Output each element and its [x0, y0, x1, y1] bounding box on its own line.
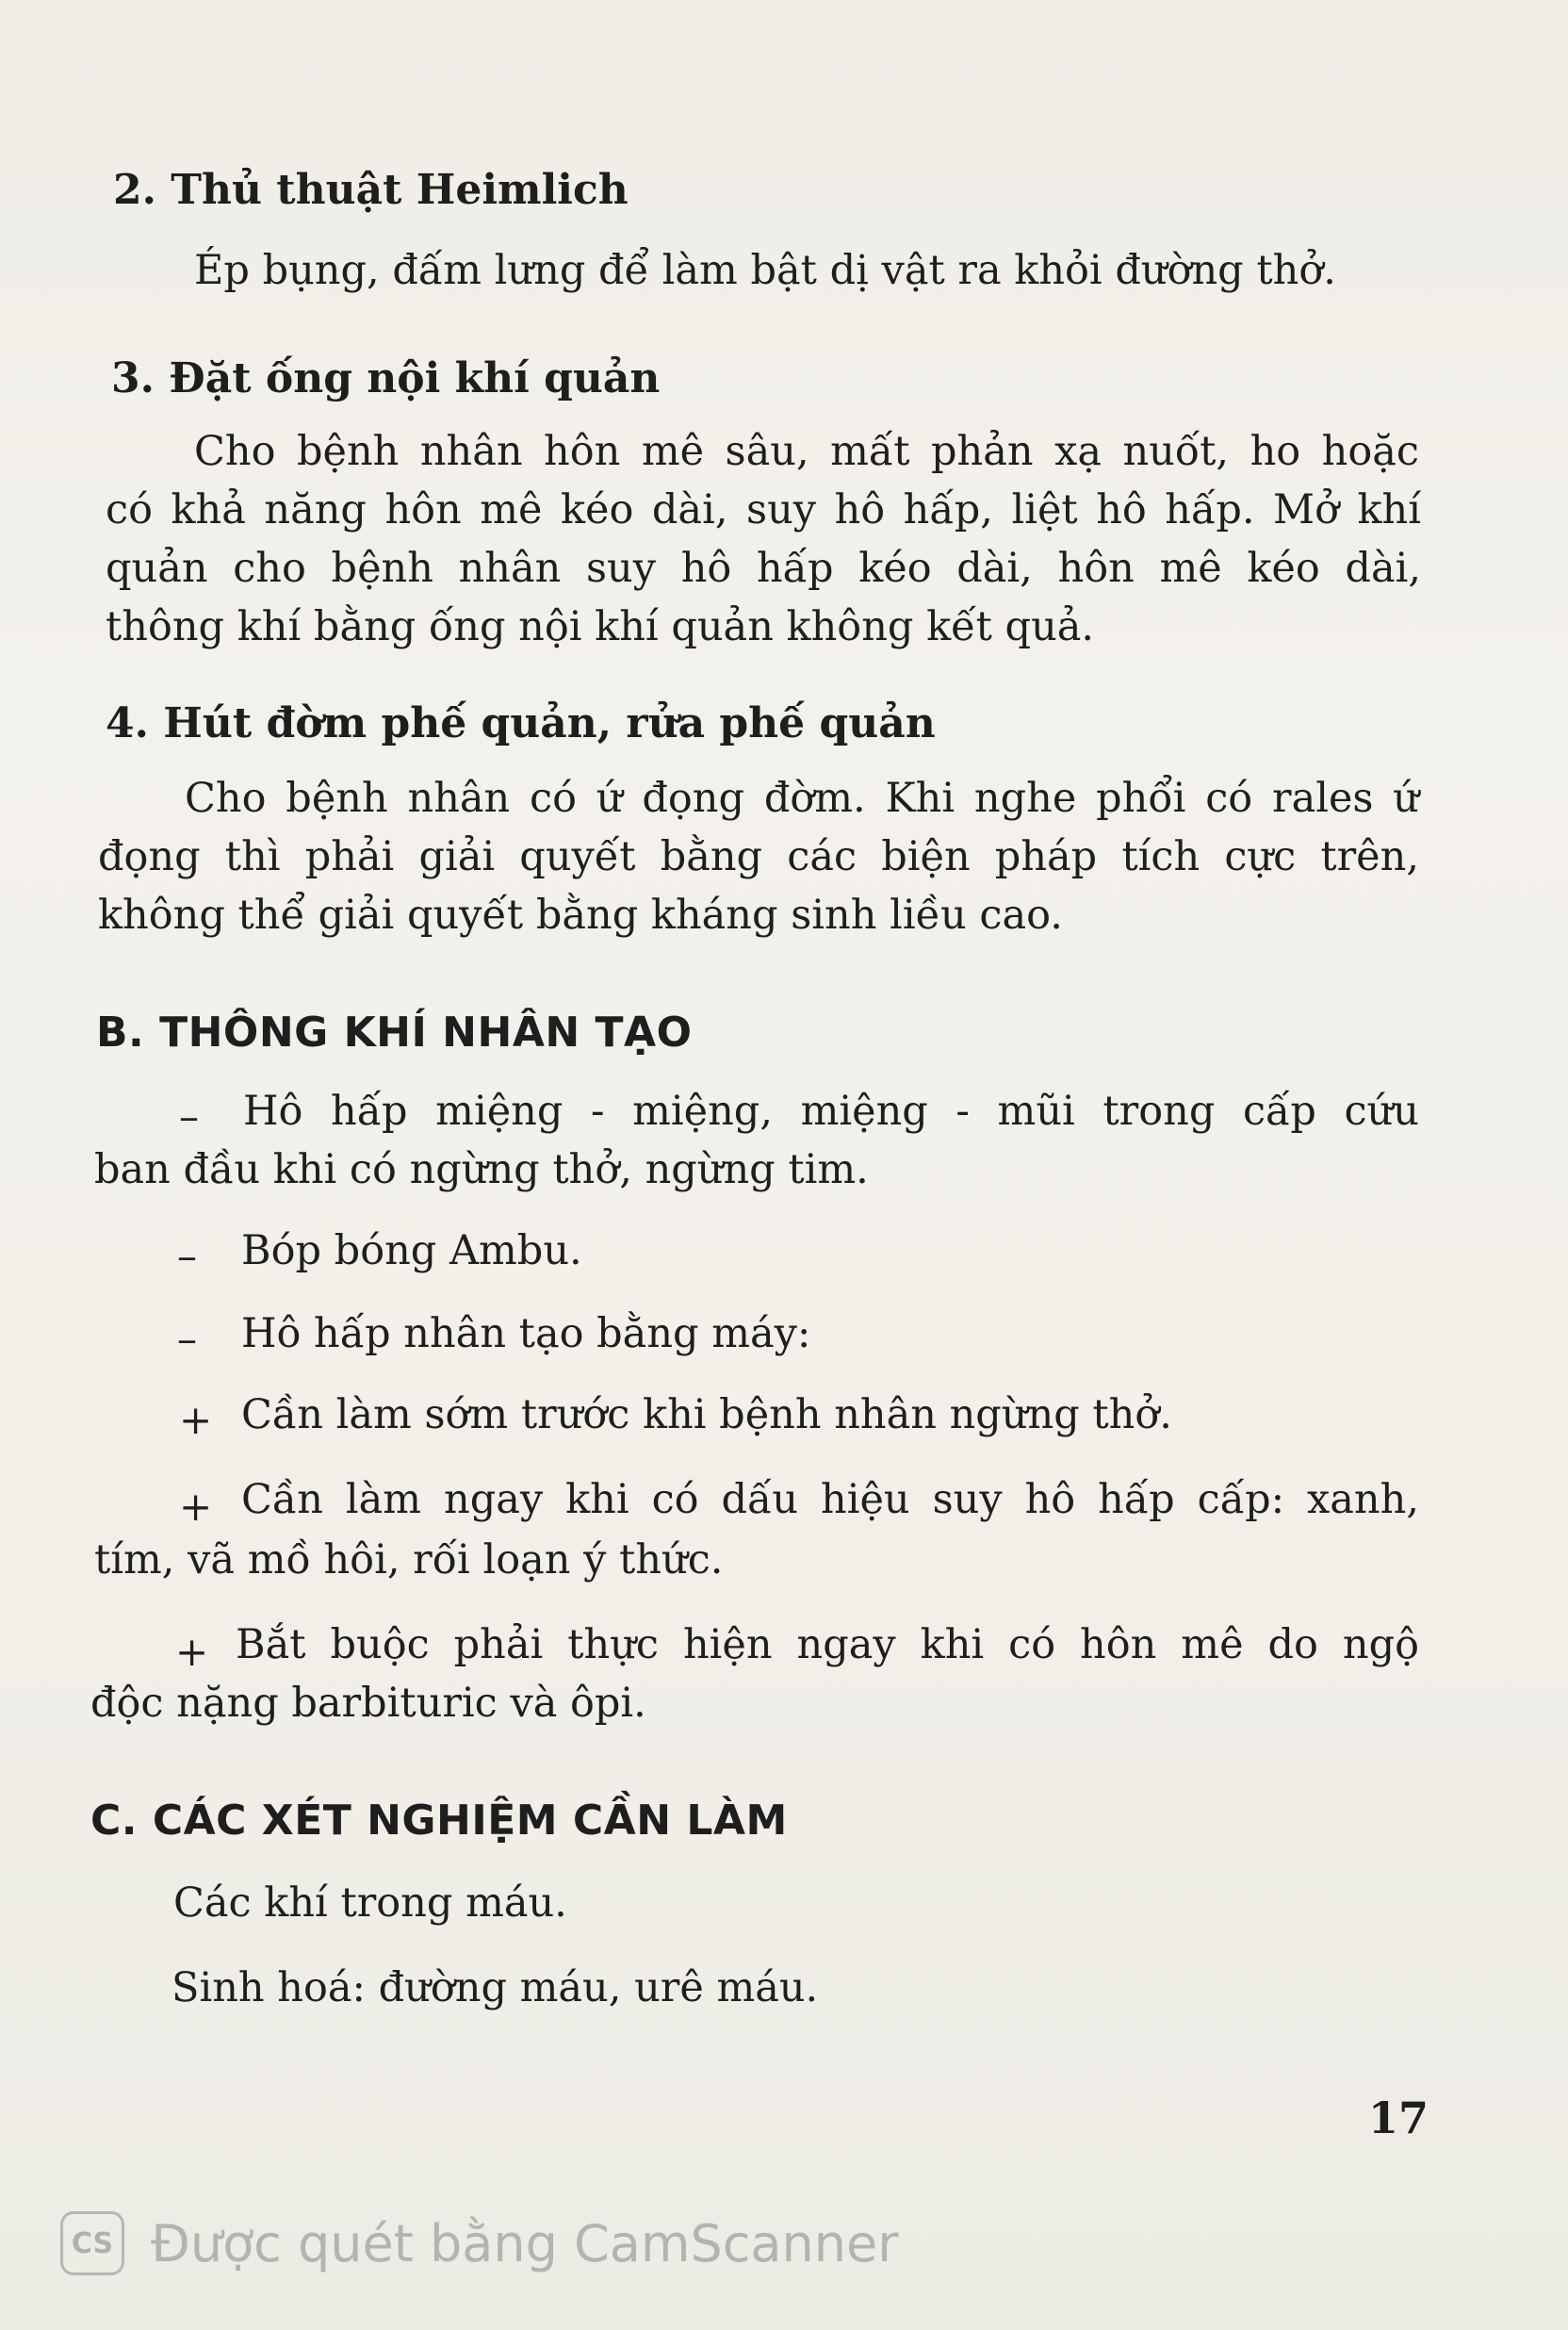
heading-intubation: 3. Đặt ống nội khí quản — [111, 354, 661, 402]
intubation-line-1: Cho bệnh nhân hôn mê sâu, mất phản xạ nuốt, ho hoặc — [194, 428, 1419, 475]
tests-line-2: Sinh hoá: đường máu, urê máu. — [172, 1964, 819, 2011]
heading-heimlich: 2. Thủ thuật Heimlich — [113, 166, 629, 214]
plus-bullet: + — [175, 1629, 209, 1675]
ventilation-sub-3-line-1: Bắt buộc phải thực hiện ngay khi có hôn mê do ngộ — [236, 1621, 1419, 1668]
ventilation-sub-1: Cần làm sớm trước khi bệnh nhân ngừng thở. — [241, 1391, 1172, 1438]
ventilation-item-1-line-1: Hô hấp miệng - miệng, miệng - mũi trong cấp cứu — [243, 1088, 1419, 1135]
dash-bullet: – — [179, 1093, 199, 1140]
dash-bullet: – — [177, 1233, 197, 1279]
intubation-line-3: quản cho bệnh nhân suy hô hấp kéo dài, hôn mê kéo dài, — [106, 545, 1421, 592]
page-number: 17 — [1367, 2092, 1429, 2143]
ventilation-item-2: Bóp bóng Ambu. — [241, 1227, 582, 1274]
heading-ventilation: B. THÔNG KHÍ NHÂN TẠO — [96, 1009, 693, 1057]
camscanner-watermark: Được quét bằng CamScanner — [151, 2213, 899, 2273]
suction-line-3: không thể giải quyết bằng kháng sinh liều cao. — [98, 892, 1063, 939]
heading-suction: 4. Hút đờm phế quản, rửa phế quản — [106, 699, 936, 747]
suction-line-2: đọng thì phải giải quyết bằng các biện pháp tích cực trên, — [98, 833, 1419, 880]
dash-bullet: – — [177, 1316, 197, 1362]
camscanner-logo: CS — [60, 2211, 124, 2275]
ventilation-item-3: Hô hấp nhân tạo bằng máy: — [241, 1310, 811, 1357]
ventilation-sub-3-line-2: độc nặng barbituric và ôpi. — [90, 1680, 646, 1727]
heimlich-text: Ép bụng, đấm lưng để làm bật dị vật ra khỏi đường thở. — [194, 247, 1336, 294]
intubation-line-2: có khả năng hôn mê kéo dài, suy hô hấp, liệt hô hấp. Mở khí — [106, 486, 1421, 533]
plus-bullet: + — [179, 1484, 213, 1530]
ventilation-item-1-line-2: ban đầu khi có ngừng thở, ngừng tim. — [94, 1146, 869, 1193]
intubation-line-4: thông khí bằng ống nội khí quản không kết quả. — [106, 603, 1095, 650]
camscanner-footer — [60, 2206, 898, 2281]
ventilation-sub-2-line-1: Cần làm ngay khi có dấu hiệu suy hô hấp cấp: xanh, — [241, 1476, 1419, 1523]
plus-bullet: + — [179, 1397, 213, 1443]
suction-line-1: Cho bệnh nhân có ứ đọng đờm. Khi nghe phổi có rales ứ — [185, 775, 1419, 822]
heading-tests: C. CÁC XÉT NGHIỆM CẦN LÀM — [90, 1797, 788, 1845]
ventilation-sub-2-line-2: tím, vã mồ hôi, rối loạn ý thức. — [94, 1536, 724, 1583]
tests-line-1: Các khí trong máu. — [173, 1879, 567, 1927]
